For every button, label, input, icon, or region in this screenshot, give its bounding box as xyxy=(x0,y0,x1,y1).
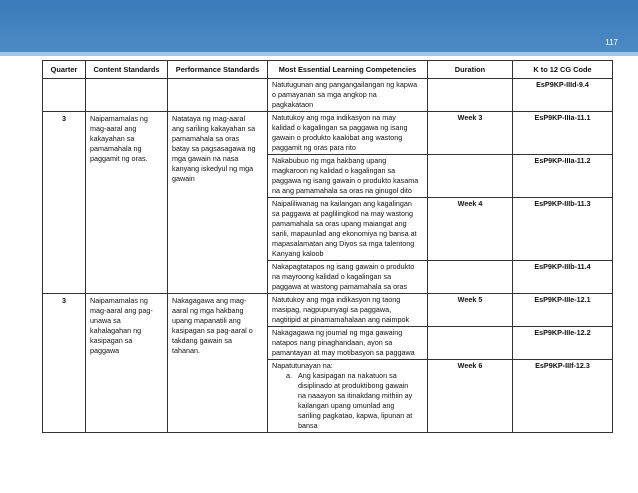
competency-cell xyxy=(268,155,428,198)
code-cell: EsP9KP-IIIe-12.2 xyxy=(513,327,613,360)
performance-standard-cell xyxy=(168,294,268,433)
competency-text: Natutukoy ang mga indikasyon ng taong masipag, nagpupunyagi sa paggawa, nagtitipid at pinamamahalaan ang naimpok xyxy=(272,295,410,324)
competency-text: Nakagagawa ng journal ng mga gawaing natapos nang pinaghandaan, ayon sa pamantayan at may motibasyon sa paggawa xyxy=(272,328,415,357)
quarter-cell: 3 xyxy=(43,112,86,294)
duration-cell: Week 6 xyxy=(428,360,513,433)
col-header-competencies: Most Essential Learning Competencies xyxy=(268,61,428,79)
table-row xyxy=(43,294,613,327)
competency-cell xyxy=(268,294,428,327)
performance-standard-text: Nakagagawa ang mag- aaral ng mga hakbang upang mapanatili ang kasipagan sa pag-aaral o takdang gawain sa tahanan. xyxy=(172,296,253,355)
competency-text: Natutukoy ang mga indikasyon na may kalidad o kagalingan sa paggawa ng isang gawain o produkto kaakibat ang wastong paggamit ng oras para rito xyxy=(272,113,408,152)
code-cell: EsP9KP-IIIb-11.3 xyxy=(513,198,613,261)
curriculum-guide-table xyxy=(42,60,613,433)
content-standard-text: Naipamamalas ng mag-aaral ang pag- unawa sa kahalagahan ng kasipagan sa paggawa xyxy=(90,296,153,355)
competency-cell xyxy=(268,198,428,261)
content-standard-cell xyxy=(86,112,168,294)
duration-cell xyxy=(428,261,513,294)
header-band xyxy=(0,0,638,56)
duration-cell xyxy=(428,79,513,112)
performance-standard-cell xyxy=(168,112,268,294)
quarter-cell xyxy=(43,79,86,112)
code-cell: EsP9KP-IIIa-11.2 xyxy=(513,155,613,198)
quarter-cell: 3 xyxy=(43,294,86,433)
duration-cell xyxy=(428,327,513,360)
table-row xyxy=(43,112,613,155)
performance-standard-text: Natataya ng mag-aaral ang sariling kakayahan sa pamamahala sa oras batay sa pagsasagawa ng mga gawain na nasa kanyang iskedyul ng mga gawain xyxy=(172,114,256,183)
code-cell: EsP9KP-IIIe-12.1 xyxy=(513,294,613,327)
subitem-marker: a. xyxy=(286,371,292,380)
subitem-text: Ang kasipagan na nakatuon sa disiplinado at produktibong gawain na naaayon sa itinakdang mithiin ay kailangan upang umunlad ang sariling pagkatao, kapwa, lipunan at bansa xyxy=(298,371,413,430)
duration-cell: Week 5 xyxy=(428,294,513,327)
competency-text: Napatutunayan na: xyxy=(272,361,333,370)
duration-cell xyxy=(428,155,513,198)
competency-cell xyxy=(268,261,428,294)
competency-text: Natutugunan ang pangangailangan ng kapwa o pamayanan sa mga angkop na pagkakataon xyxy=(272,80,418,109)
page-number: 117 xyxy=(605,38,618,47)
code-cell: EsP9KP-IIIa-11.1 xyxy=(513,112,613,155)
table-header-row xyxy=(43,61,613,79)
competency-subitem xyxy=(272,371,423,431)
performance-standard-cell xyxy=(168,79,268,112)
col-header-duration: Duration xyxy=(428,61,513,79)
content-standard-cell xyxy=(86,294,168,433)
content-standard-cell xyxy=(86,79,168,112)
competency-cell xyxy=(268,360,428,433)
duration-cell: Week 3 xyxy=(428,112,513,155)
competency-text: Nakabubuo ng mga hakbang upang magkaroon ng kalidad o kagalingan sa paggawa ng isang gawain o produkto kasama na ang pamamahala sa oras na ginugol dito xyxy=(272,156,419,195)
competency-cell xyxy=(268,79,428,112)
content-standard-text: Naipamamalas ng mag-aaral ang kakayahan sa pamamahala ng paggamit ng oras. xyxy=(90,114,148,163)
table-row xyxy=(43,79,613,112)
col-header-quarter: Quarter xyxy=(43,61,86,79)
code-cell: EsP9KP-IIIf-12.3 xyxy=(513,360,613,433)
header-stripe xyxy=(0,52,638,56)
col-header-code: K to 12 CG Code xyxy=(513,61,613,79)
col-header-performance-standards: Performance Standards xyxy=(168,61,268,79)
code-cell: EsP9KP-IIIb-11.4 xyxy=(513,261,613,294)
competency-cell xyxy=(268,112,428,155)
code-cell: EsP9KP-IIId-9.4 xyxy=(513,79,613,112)
competency-text: Naipaliliwanag na kailangan ang kagalingan sa paggawa at paglilingkod na may wastong pamamahala sa oras upang maiangat ang sarili, mapaunlad ang ekonomiya ng bansa at mapasalamatan ang Diyos sa mga talentong Kanyang kaloob xyxy=(272,199,417,258)
competency-text: Nakapagtatapos ng isang gawain o produkto na mayroong kalidad o kagalingan sa paggawa at wastong pamamahala sa oras xyxy=(272,262,415,291)
competency-cell xyxy=(268,327,428,360)
duration-cell: Week 4 xyxy=(428,198,513,261)
col-header-content-standards: Content Standards xyxy=(86,61,168,79)
